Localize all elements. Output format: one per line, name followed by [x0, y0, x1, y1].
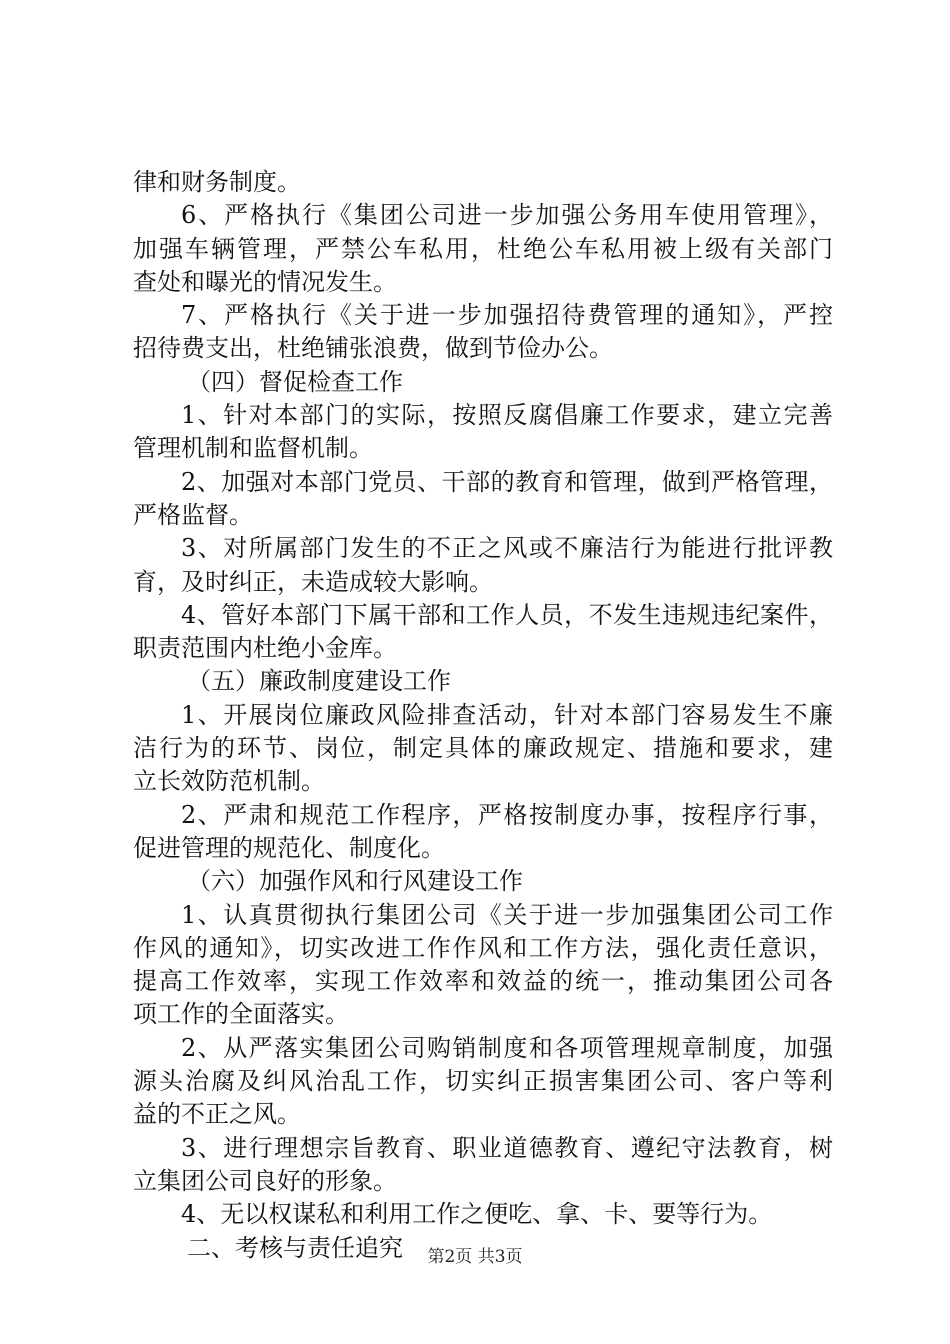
body-line: 律和财务制度。	[133, 168, 301, 196]
body-line: 作风的通知》，切实改进工作作风和工作方法，强化责任意识，	[133, 933, 833, 962]
body-line: 管理机制和监督机制。	[133, 434, 373, 463]
document-body	[133, 166, 833, 1265]
body-line: 1、认真贯彻执行集团公司《关于进一步加强集团公司工作	[181, 900, 833, 929]
body-line: 加强车辆管理，严禁公车私用，杜绝公车私用被上级有关部门	[133, 234, 833, 263]
body-line: （六）加强作风和行风建设工作	[187, 867, 523, 896]
body-line: 益的不正之风。	[133, 1100, 301, 1129]
body-line: 3、对所属部门发生的不正之风或不廉洁行为能进行批评教	[181, 534, 833, 563]
body-line: 3、进行理想宗旨教育、职业道德教育、遵纪守法教育，树	[181, 1133, 833, 1162]
body-line: 育，及时纠正，未造成较大影响。	[133, 567, 493, 596]
body-line: 查处和曝光的情况发生。	[133, 267, 397, 296]
body-line: 职责范围内杜绝小金库。	[133, 634, 397, 663]
body-line: 招待费支出，杜绝铺张浪费，做到节俭办公。	[133, 334, 613, 363]
body-line: 4、无以权谋私和利用工作之便吃、拿、卡、要等行为。	[181, 1200, 773, 1229]
body-line: 促进管理的规范化、制度化。	[133, 833, 445, 862]
body-line: （五）廉政制度建设工作	[187, 667, 451, 696]
body-line: 2、从严落实集团公司购销制度和各项管理规章制度，加强	[181, 1033, 833, 1062]
body-line: 二、考核与责任追究	[187, 1233, 403, 1262]
body-line: 1、开展岗位廉政风险排查活动，针对本部门容易发生不廉	[181, 700, 833, 729]
body-line: 立长效防范机制。	[133, 767, 325, 796]
page-footer: 第2页 共3页	[427, 1247, 523, 1267]
body-line: 源头治腐及纠风治乱工作，切实纠正损害集团公司、客户等利	[133, 1067, 833, 1096]
body-line: 提高工作效率，实现工作效率和效益的统一，推动集团公司各	[133, 967, 833, 996]
body-line: 7、严格执行《关于进一步加强招待费管理的通知》，严控	[181, 301, 833, 330]
body-line: （四）督促检查工作	[187, 367, 403, 396]
body-line: 2、严肃和规范工作程序，严格按制度办事，按程序行事，	[181, 800, 833, 829]
body-line: 项工作的全面落实。	[133, 1000, 349, 1029]
body-line: 严格监督。	[133, 500, 253, 529]
body-line: 4、管好本部门下属干部和工作人员，不发生违规违纪案件，	[181, 600, 833, 629]
body-line: 1、针对本部门的实际，按照反腐倡廉工作要求，建立完善	[181, 401, 833, 430]
body-line: 立集团公司良好的形象。	[133, 1166, 397, 1195]
body-line: 6、严格执行《集团公司进一步加强公务用车使用管理》，	[181, 201, 833, 230]
body-line: 洁行为的环节、岗位，制定具体的廉政规定、措施和要求，建	[133, 734, 833, 763]
body-line: 2、加强对本部门党员、干部的教育和管理，做到严格管理，	[181, 467, 833, 496]
